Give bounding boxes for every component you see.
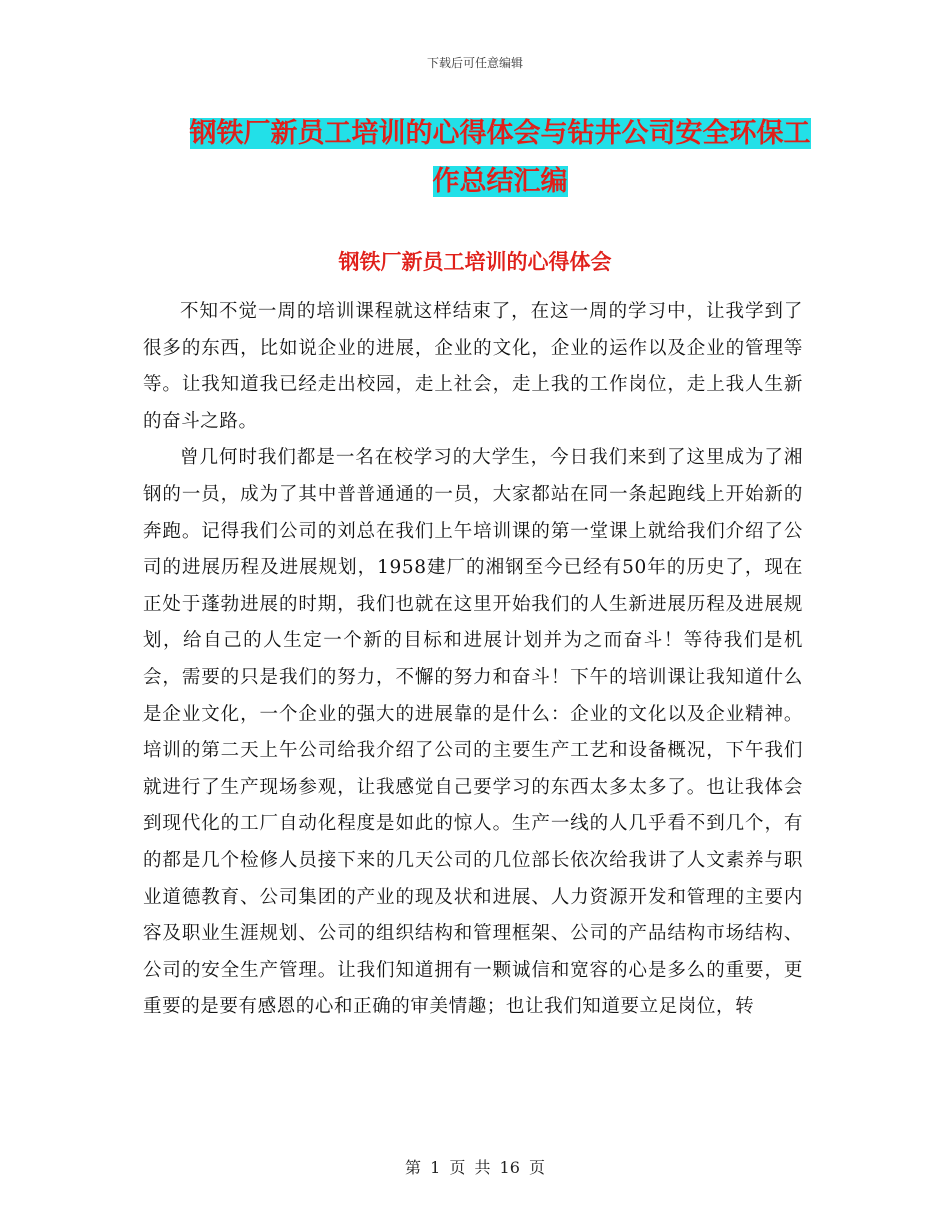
document-title-line-2: 作总结汇编 bbox=[432, 166, 568, 197]
document-title-line-1: 钢铁厂新员工培训的心得体会与钻井公司安全环保工 bbox=[189, 118, 811, 149]
paragraph-2: 曾几何时我们都是一名在校学习的大学生，今日我们来到了这里成为了湘钢的一员，成为了其中普普通通的一员，大家都站在同一条起跑线上开始新的奔跑。记得我们公司的刘总在我们上午培训课的第一堂课上就给我们介绍了公司的进展历程及进展规划，1958建厂的湘钢至今已经有50年的历史了，现在正处于蓬勃进展的时期，我们也就在这里开始我们的人生新进展历程及进展规划，给自己的人生定一个新的目标和进展计划并为之而奋斗！等待我们是机会，需要的只是我们的努力，不懈的努力和奋斗！下午的培训课让我知道什么是企业文化，一个企业的强大的进展靠的是什么：企业的文化以及企业精神。培训的第二天上午公司给我介绍了公司的主要生产工艺和设备概况，下午我们就进行了生产现场参观，让我感觉自己要学习的东西太多太多了。也让我体会到现代化的工厂自动化程度是如此的惊人。生产一线的人几乎看不到几个，有的都是几个检修人员接下来的几天公司的几位部长依次给我讲了人文素养与职业道德教育、公司集团的产业的现及状和进展、人力资源开发和管理的主要内容及职业生涯规划、公司的组织结构和管理框架、公司的产品结构市场结构、公司的安全生产管理。让我们知道拥有一颗诚信和宽容的心是多么的重要，更重要的是要有感恩的心和正确的审美情趣；也让我们知道要立足岗位，转 bbox=[143, 447, 803, 1018]
page-footer: 第 1 页 共 16 页 bbox=[405, 1158, 545, 1177]
body-text bbox=[143, 294, 803, 1026]
section-title: 钢铁厂新员工培训的心得体会 bbox=[338, 250, 612, 274]
header-note: 下载后可任意编辑 bbox=[426, 56, 523, 70]
document-title bbox=[120, 110, 880, 206]
paragraph-1: 不知不觉一周的培训课程就这样结束了，在这一周的学习中，让我学到了很多的东西，比如说企业的进展，企业的文化，企业的运作以及企业的管理等等。让我知道我已经走出校园，走上社会，走上我的工作岗位，走上我人生新的奋斗之路。 bbox=[143, 301, 803, 432]
